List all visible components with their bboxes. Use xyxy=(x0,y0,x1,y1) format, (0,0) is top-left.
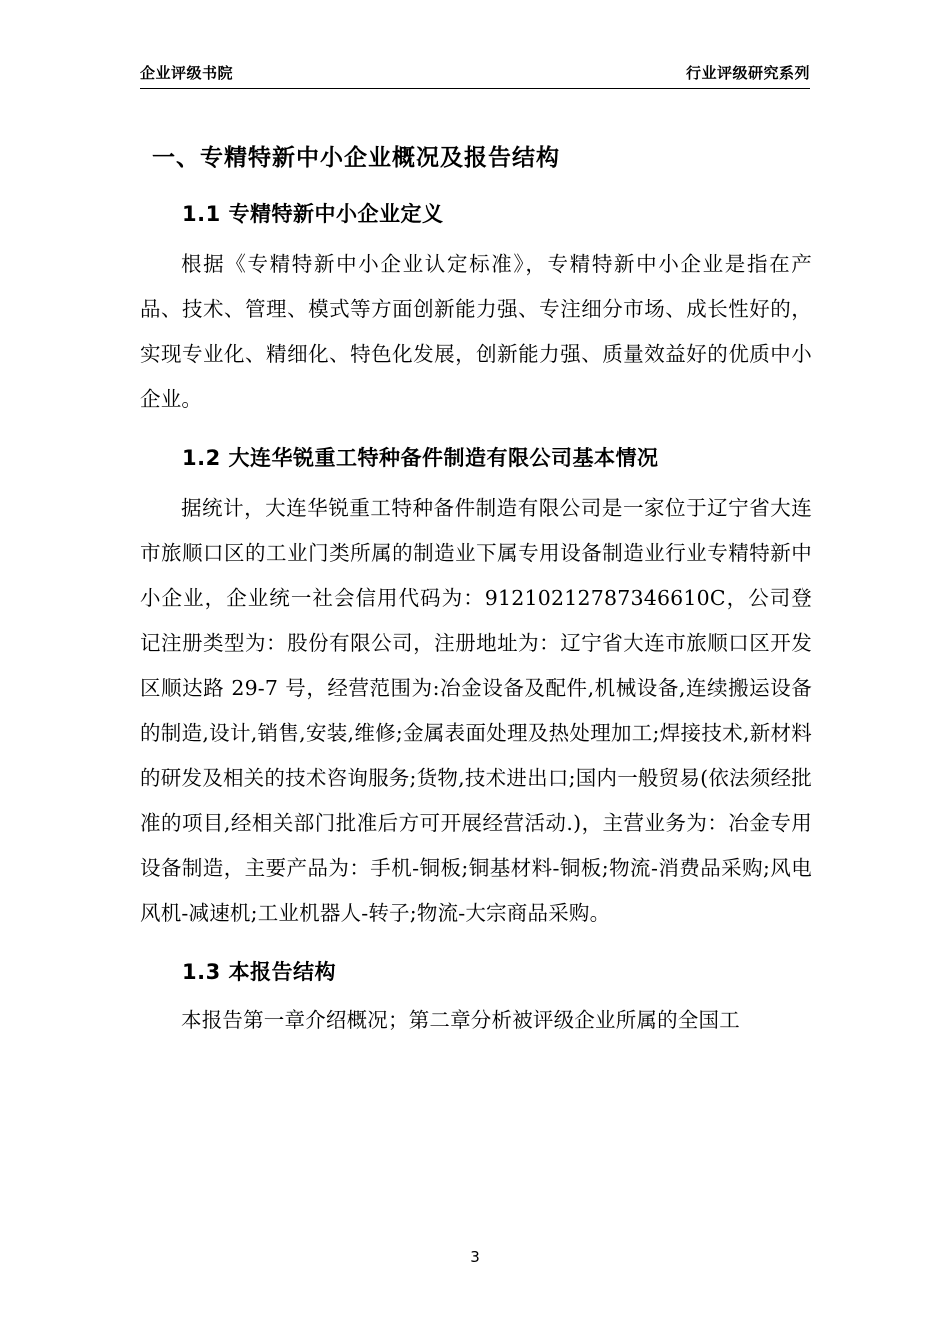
header-divider xyxy=(140,88,810,89)
document-content xyxy=(140,125,812,1043)
header-right-text: 行业评级研究系列 xyxy=(685,64,810,82)
paragraph-1-1: 根据《专精特新中小企业认定标准》，专精特新中小企业是指在产品、技术、管理、模式等方面创新能力强、专注细分市场、成长性好的，实现专业化、精细化、特色化发展，创新能力强、质量效益好的优质中小企业。 xyxy=(140,252,812,411)
subsection-heading-1-2: 1.2 大连华锐重工特种备件制造有限公司基本情况 xyxy=(182,446,659,470)
header-left-text: 企业评级书院 xyxy=(140,64,234,82)
subsection-heading-1-3: 1.3 本报告结构 xyxy=(182,960,337,984)
page-number: 3 xyxy=(470,1248,480,1266)
page-header xyxy=(140,62,810,83)
paragraph-1-3: 本报告第一章介绍概况；第二章分析被评级企业所属的全国工 xyxy=(181,1008,740,1032)
subsection-heading-1-1: 1.1 专精特新中小企业定义 xyxy=(182,202,444,226)
paragraph-1-2: 据统计，大连华锐重工特种备件制造有限公司是一家位于辽宁省大连市旅顺口区的工业门类所属的制造业下属专用设备制造业行业专精特新中小企业，企业统一社会信用代码为：91210212787346610C，公司登记注册类型为：股份有限公司，注册地址为：辽宁省大连市旅顺口区开发区顺达路 29-7 号，经营范围为:冶金设备及配件,机械设备,连续搬运设备的制造,设计,销售,安装,维修;金属表面处理及热处理加工;焊接技术,新材料的研发及相关的技术咨询服务;货物,技术进出口;国内一般贸易(依法须经批准的项目,经相关部门批准后方可开展经营活动.)，主营业务为：冶金专用设备制造，主要产品为：手机-铜板;铜基材料-铜板;物流-消费品采购;风电风机-减速机;工业机器人-转子;物流-大宗商品采购。 xyxy=(140,496,812,925)
section-heading: 一、专精特新中小企业概况及报告结构 xyxy=(152,145,560,171)
